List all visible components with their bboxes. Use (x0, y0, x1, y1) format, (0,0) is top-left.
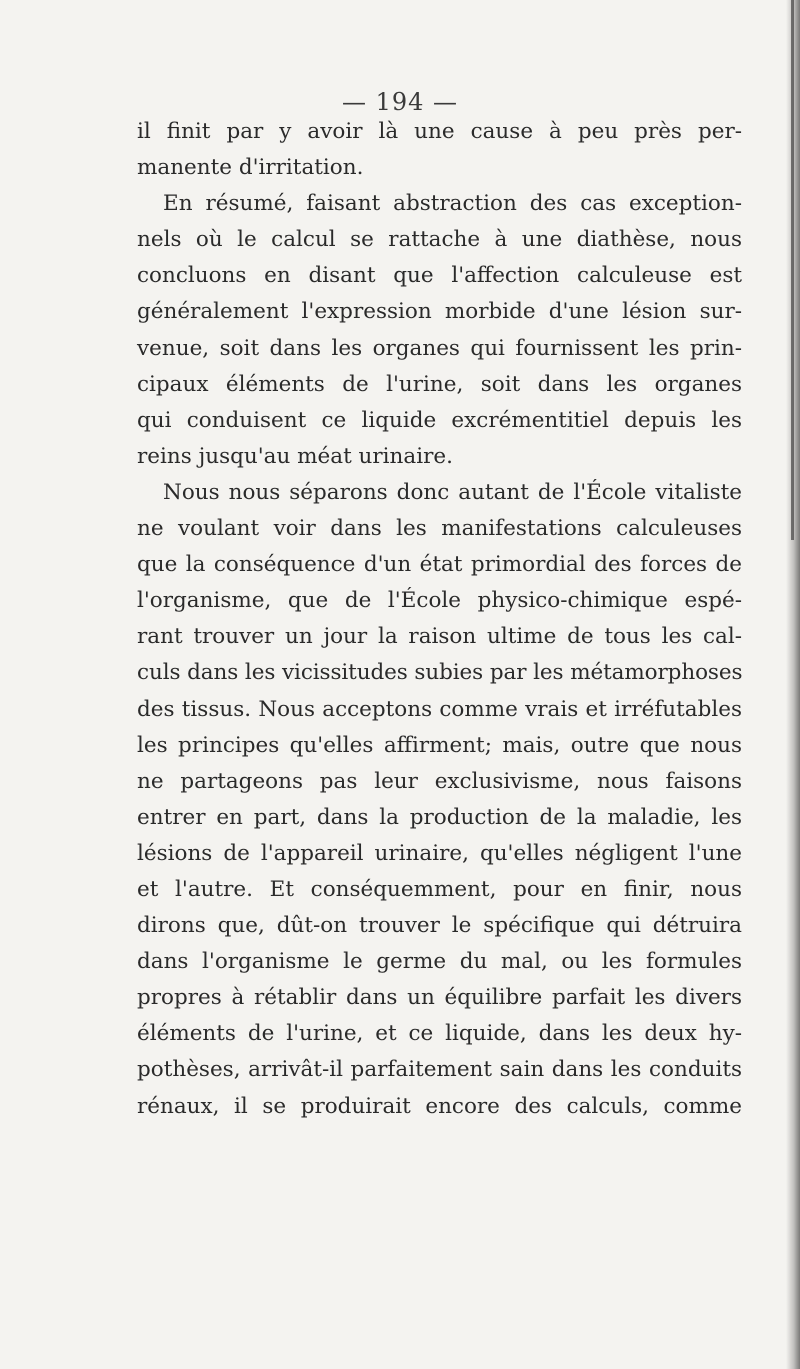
text-line: dirons que, dût-on trouver le spécifique qui détruira (137, 913, 742, 939)
text-line: rant trouver un jour la raison ultime de tous les cal- (137, 624, 742, 650)
body-text (137, 114, 742, 1125)
text-line: rénaux, il se produirait encore des calculs, comme (137, 1093, 742, 1119)
text-line: manente d'irritation. (137, 155, 364, 181)
text-line: éléments de l'urine, et ce liquide, dans les deux hy- (137, 1021, 742, 1047)
paragraph-first-line: En résumé, faisant abstraction des cas exception- (163, 191, 742, 217)
text-line: reins jusqu'au méat urinaire. (137, 443, 453, 469)
text-line: propres à rétablir dans un équilibre parfait les divers (137, 985, 742, 1011)
text-line: l'organisme, que de l'École physico-chimique espé- (137, 588, 742, 614)
text-line: culs dans les vicissitudes subies par les métamorphoses (137, 660, 743, 686)
text-line: lésions de l'appareil urinaire, qu'elles négligent l'une (137, 840, 742, 866)
text-line: généralement l'expression morbide d'une lésion sur- (137, 299, 742, 325)
text-line: cipaux éléments de l'urine, soit dans les organes (137, 371, 742, 397)
text-line: nels où le calcul se rattache à une diathèse, nous (137, 227, 742, 253)
text-line: et l'autre. Et conséquemment, pour en finir, nous (137, 876, 742, 902)
text-line: qui conduisent ce liquide excrémentitiel depuis les (137, 407, 742, 433)
page-number: — 194 — (341, 88, 459, 116)
paragraph-first-line: Nous nous séparons donc autant de l'École vitaliste (163, 479, 742, 505)
text-line: concluons en disant que l'affection calculeuse est (137, 263, 742, 289)
text-line: les principes qu'elles affirment; mais, outre que nous (137, 732, 742, 758)
text-line: des tissus. Nous acceptons comme vrais et irréfutables (137, 696, 742, 722)
text-line: que la conséquence d'un état primordial des forces de (137, 552, 742, 578)
text-line: ne voulant voir dans les manifestations calculeuses (137, 516, 742, 542)
page-edge-line (791, 0, 794, 540)
text-line: entrer en part, dans la production de la maladie, les (137, 804, 742, 830)
text-line: il finit par y avoir là une cause à peu près per- (137, 119, 742, 144)
text-line: dans l'organisme le germe du mal, ou les formules (137, 949, 742, 975)
text-line: venue, soit dans les organes qui fournissent les prin- (137, 335, 742, 361)
text-line: pothèses, arrivât-il parfaitement sain dans les conduits (137, 1057, 742, 1083)
text-line: ne partageons pas leur exclusivisme, nous faisons (137, 768, 742, 794)
